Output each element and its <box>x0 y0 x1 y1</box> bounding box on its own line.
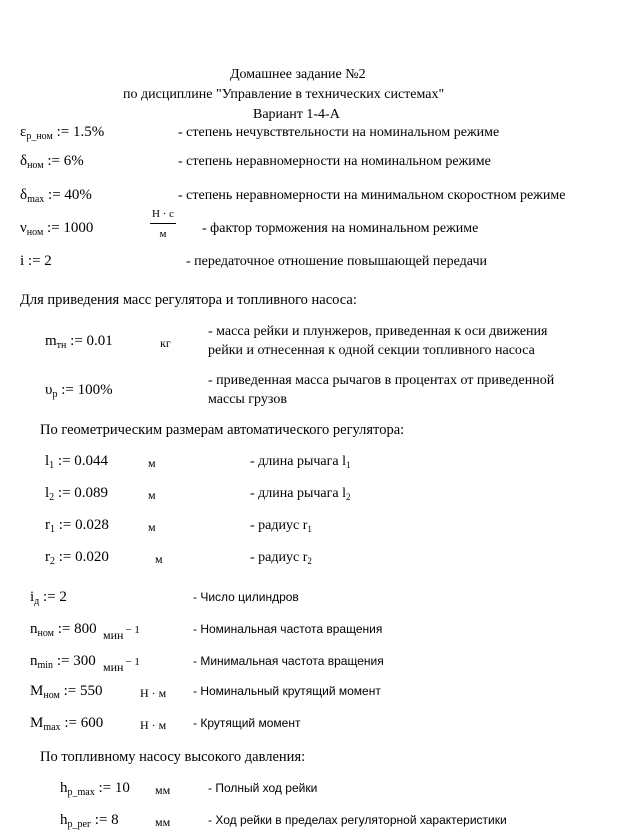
variable-definition <box>20 125 104 142</box>
comment <box>178 189 565 203</box>
variable-name: i <box>20 253 25 269</box>
unit-text: м <box>155 552 163 566</box>
comment <box>250 487 350 502</box>
comment-text: - радиус r <box>250 550 308 565</box>
unit-text: мм <box>155 815 171 829</box>
variable-definition <box>45 486 108 503</box>
variable-name: δ <box>20 153 28 169</box>
variable-definition <box>30 654 96 671</box>
comment <box>193 685 381 697</box>
variable-subscript: ном <box>37 628 54 639</box>
variable-definition <box>45 518 109 535</box>
variable-definition <box>30 622 97 639</box>
variable-subscript: р_ном <box>26 131 53 142</box>
variable-subscript: 1 <box>49 460 55 471</box>
variable-name: l <box>45 485 50 501</box>
variable-definition <box>60 781 130 798</box>
variable-definition <box>20 188 92 205</box>
variable-definition <box>30 590 67 607</box>
unit-exponent: − 1 <box>125 624 140 636</box>
comment-text: - Крутящий момент <box>193 716 301 730</box>
variable-subscript: ном <box>43 690 60 701</box>
variable-value: := 1000 <box>43 220 94 236</box>
variable-name: ε <box>20 124 27 140</box>
comment <box>178 155 491 169</box>
variable-subscript: min <box>37 660 54 671</box>
variable-definition <box>20 254 52 269</box>
variable-name: i <box>30 589 35 605</box>
comment <box>193 717 300 729</box>
section-pump: По топливному насосу высокого давления: <box>40 749 306 765</box>
doc-variant: Вариант 1-4-А <box>253 107 340 122</box>
comment-text: - Полный ход рейки <box>208 781 318 795</box>
unit-text: Н · м <box>140 718 167 732</box>
comment-text: - масса рейки и плунжеров, приведенная к оси движения <box>208 324 548 339</box>
variable-subscript: р_рег <box>67 819 92 830</box>
comment <box>208 814 507 826</box>
variable-value: := 0.020 <box>55 549 109 565</box>
variable-value: := 2 <box>24 253 52 269</box>
comment-subscript: 2 <box>307 556 312 566</box>
variable-subscript: ном <box>27 160 44 171</box>
comment-text: - степень нечувствтельности на номинальном режиме <box>178 125 500 140</box>
variable-name: n <box>30 621 38 637</box>
section-geometry: По геометрическим размерам автоматического регулятора: <box>40 422 405 438</box>
unit-label <box>160 337 171 349</box>
unit-label <box>148 521 156 533</box>
variable-value: := 8 <box>91 812 119 828</box>
variable-name: m <box>45 333 57 349</box>
section-masses: Для приведения масс регулятора и топливного насоса: <box>20 292 357 308</box>
comment-text: - Ход рейки в пределах регуляторной характеристики <box>208 813 507 827</box>
variable-value: := 0.01 <box>66 333 113 349</box>
variable-value: := 1.5% <box>52 124 105 140</box>
unit-text: мин <box>103 660 124 674</box>
unit-label <box>103 625 140 641</box>
comment-subscript: 1 <box>345 460 351 470</box>
comment-text: - передаточное отношение повышающей передачи <box>186 254 487 269</box>
variable-value: := 0.028 <box>55 517 109 533</box>
variable-definition <box>45 550 109 567</box>
unit-fraction <box>150 209 176 240</box>
variable-definition <box>20 221 93 238</box>
unit-label <box>155 816 170 828</box>
variable-value: := 0.044 <box>54 453 109 469</box>
comment <box>193 591 299 603</box>
variable-definition <box>60 813 119 830</box>
variable-subscript: 2 <box>50 556 55 567</box>
variable-value: := 40% <box>44 187 92 203</box>
variable-name: h <box>60 812 68 828</box>
comment <box>193 655 384 667</box>
comment-text: - радиус r <box>250 518 308 533</box>
unit-label <box>140 687 166 699</box>
unit-label <box>155 784 170 796</box>
variable-definition <box>30 716 103 733</box>
comment <box>250 551 312 566</box>
variable-name: δ <box>20 187 28 203</box>
comment-text: - Минимальная частота вращения <box>193 654 384 668</box>
unit-label <box>148 457 156 469</box>
variable-value: := 300 <box>53 653 96 669</box>
unit-label <box>148 489 156 501</box>
variable-subscript: р_max <box>67 787 95 798</box>
comment-text: - длина рычага l <box>250 454 346 469</box>
variable-name: υ <box>45 382 53 398</box>
comment <box>250 519 312 534</box>
variable-definition <box>30 684 102 701</box>
variable-definition <box>45 454 108 471</box>
comment-line2: массы грузов <box>208 392 287 407</box>
variable-name: ν <box>20 220 27 236</box>
variable-definition <box>45 334 113 351</box>
comment <box>208 782 317 794</box>
unit-text: мм <box>155 783 171 797</box>
comment-text: - Номинальный крутящий момент <box>193 684 381 698</box>
variable-subscript: р <box>52 389 58 400</box>
unit-label <box>140 719 166 731</box>
comment-text: - степень неравномерности на номинальном режиме <box>178 154 491 169</box>
variable-subscript: д <box>34 596 40 607</box>
comment-text: - Число цилиндров <box>193 590 299 604</box>
comment <box>178 126 499 140</box>
unit-text: м <box>148 488 156 502</box>
variable-name: M <box>30 715 44 731</box>
variable-value: := 6% <box>43 153 84 169</box>
unit-exponent: − 1 <box>125 656 140 668</box>
variable-value: := 800 <box>54 621 97 637</box>
variable-value: := 550 <box>59 683 103 699</box>
comment <box>193 623 382 635</box>
variable-value: := 2 <box>39 589 67 605</box>
variable-value: := 600 <box>60 715 104 731</box>
variable-value: := 0.089 <box>54 485 109 501</box>
comment <box>250 455 350 470</box>
comment-text: - длина рычага l <box>250 486 346 501</box>
variable-name: n <box>30 653 38 669</box>
variable-subscript: 1 <box>50 524 55 535</box>
unit-text: м <box>148 456 156 470</box>
variable-subscript: max <box>27 194 45 205</box>
unit-text: мин <box>103 628 124 642</box>
variable-definition <box>20 154 84 171</box>
unit-label <box>103 657 140 673</box>
comment-text: - степень неравномерности на минимальном скоростном режиме <box>178 188 566 203</box>
variable-subscript: max <box>43 722 61 733</box>
unit-denominator: м <box>159 228 167 240</box>
comment <box>208 325 547 339</box>
comment-text: - приведенная масса рычагов в процентах от приведенной <box>208 373 555 388</box>
comment-text: - фактор торможения на номинальном режиме <box>202 221 479 236</box>
doc-subtitle: по дисциплине "Управление в технических системах" <box>123 87 445 102</box>
unit-numerator: Н · с <box>150 209 176 224</box>
comment <box>186 255 487 269</box>
variable-name: r <box>45 517 50 533</box>
variable-subscript: 2 <box>49 492 55 503</box>
variable-value: := 100% <box>57 382 113 398</box>
variable-name: l <box>45 453 50 469</box>
unit-text: кг <box>160 336 171 350</box>
variable-name: h <box>60 780 68 796</box>
comment-line2: рейки и отнесенная к одной секции топливного насоса <box>208 343 535 358</box>
variable-value: := 10 <box>94 780 130 796</box>
variable-subscript: ном <box>26 227 44 238</box>
unit-label <box>155 553 163 565</box>
comment <box>202 222 478 236</box>
unit-text: Н · м <box>140 686 167 700</box>
variable-name: r <box>45 549 50 565</box>
comment-text: - Номинальная частота вращения <box>193 622 383 636</box>
variable-definition <box>45 383 113 400</box>
variable-subscript: тн <box>56 340 67 351</box>
unit-text: м <box>148 520 156 534</box>
comment <box>208 374 554 388</box>
doc-title: Домашнее задание №2 <box>230 67 366 82</box>
comment-subscript: 1 <box>307 524 312 534</box>
variable-name: M <box>30 683 44 699</box>
comment-subscript: 2 <box>345 492 351 502</box>
